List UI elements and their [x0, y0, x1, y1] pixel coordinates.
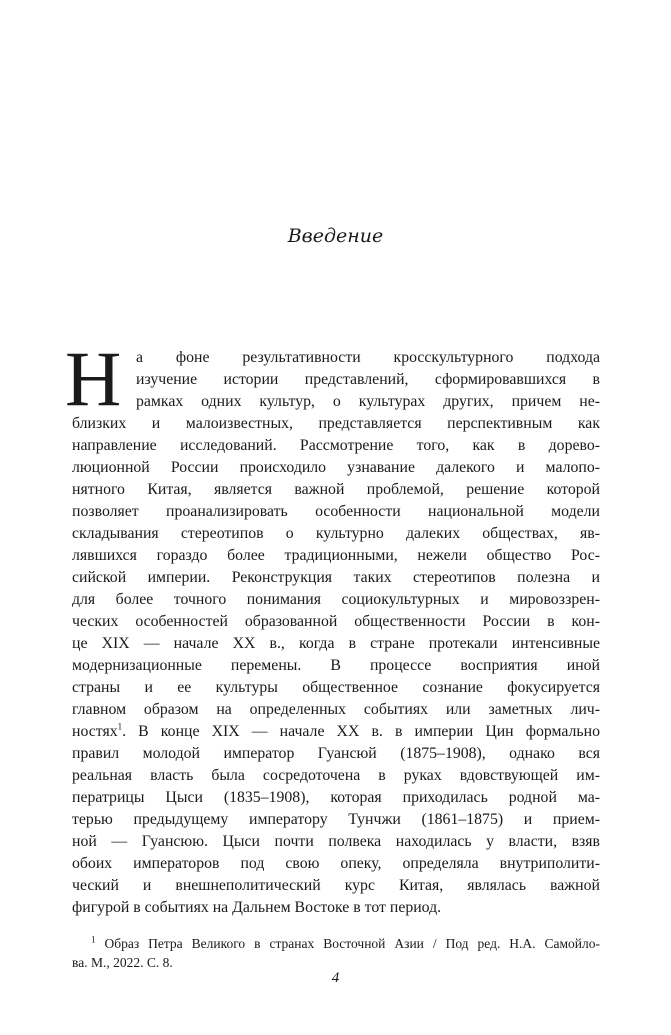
text-line: сийской империи. Реконструкция таких стереотипов полезна и — [72, 569, 600, 586]
text-line: позволяет проанализировать особенности национальной модели — [72, 503, 600, 520]
text-line: лявшихся гораздо более традиционными, нежели общество Рос- — [72, 547, 600, 564]
text-line: страны и ее культуры общественное сознание фокусируется — [72, 679, 600, 696]
text-line: ческих особенностей образованной общественности России в кон- — [72, 613, 600, 630]
text-line: це XIX — начале XX в., когда в стране протекали интенсивные — [72, 635, 600, 652]
footnote-line — [91, 935, 600, 953]
text-line: реальная власть была сосредоточена в руках вдовствующей им- — [72, 767, 600, 784]
text-fragment: ностях — [72, 723, 118, 740]
footnote-text: Образ Петра Великого в странах Восточной Азии / Под ред. Н.А. Самойло- — [104, 936, 601, 951]
text-line: фигурой в событиях на Дальнем Востоке в тот период. — [72, 899, 442, 916]
text-line: люционной России происходило узнавание далекого и малопо- — [72, 459, 600, 476]
text-line: складывания стереотипов о культурно далеких обществах, яв- — [72, 525, 600, 542]
chapter-title: Введение — [287, 225, 384, 247]
text-line: ной — Гуансюю. Цыси почти полвека находилась у власти, взяв — [72, 833, 600, 850]
drop-cap-letter: Н — [65, 335, 122, 422]
text-line: главном образом на определенных событиях или заметных лич- — [72, 701, 600, 718]
text-line: нятного Китая, является важной проблемой, решение которой — [72, 481, 600, 498]
footnote-line: ва. М., 2022. С. 8. — [72, 955, 173, 970]
text-fragment: . В конце XIX — начале XX в. в империи Цин формально — [122, 723, 600, 740]
page-number: 4 — [331, 970, 340, 986]
text-line: ческий и внешнеполитический курс Китая, являлась важной — [72, 877, 600, 894]
text-line: обоих императоров под свою опеку, определяла внутриполити- — [72, 855, 600, 872]
text-line: а фоне результативности кросскультурного подхода — [136, 349, 600, 366]
text-line: модернизационные перемены. В процессе восприятия иной — [72, 657, 600, 674]
text-line: рамках одних культур, о культурах других, причем не- — [136, 393, 600, 410]
text-line: правил молодой император Гуансюй (1875–1908), однако вся — [72, 745, 600, 762]
text-line: близких и малоизвестных, представляется перспективным как — [72, 415, 600, 432]
text-line: направление исследований. Рассмотрение того, как в дорево- — [72, 437, 600, 454]
text-line: ператрицы Цыси (1835–1908), которая приходилась родной ма- — [72, 789, 600, 806]
footnote-marker: 1 — [91, 934, 96, 945]
text-line: для более точного понимания социокультурных и мировоззрен- — [72, 591, 600, 608]
text-line: изучение истории представлений, сформировавшихся в — [136, 371, 600, 388]
footnote-reference[interactable]: 1 — [117, 721, 123, 732]
text-line-with-footnote — [72, 722, 600, 742]
text-line: терью предыдущему императору Тунчжи (1861–1875) и прием- — [72, 811, 600, 828]
